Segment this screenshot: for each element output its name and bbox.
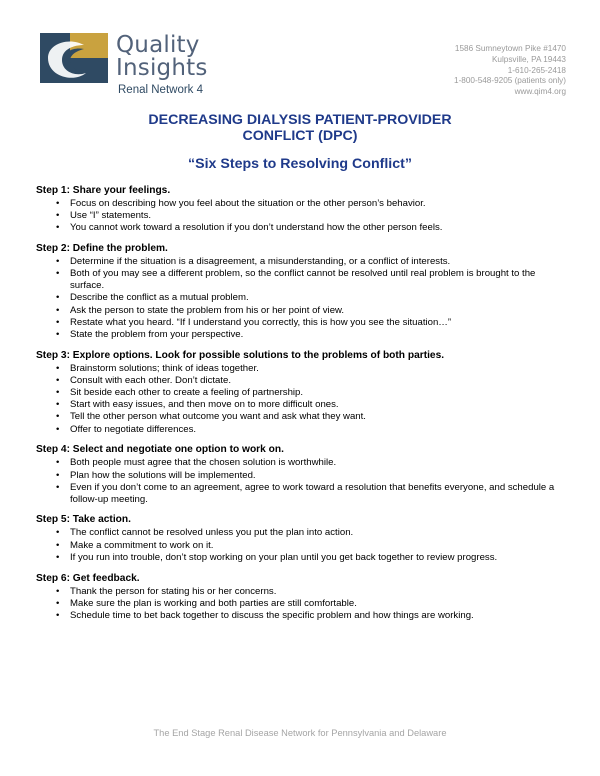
bullet-dot-icon: • [56,527,60,539]
step-section [36,349,566,436]
bullet-list [36,256,566,341]
bullet-dot-icon: • [56,198,60,209]
step-heading: Step 2: Define the problem. [36,243,168,255]
bullet-text: Make sure the plan is working and both parties are still comfortable. [70,597,357,609]
address-website: www.qim4.org [514,87,566,97]
step-section [36,572,566,622]
bullet-text: Both of you may see a different problem, so the conflict cannot be resolved until real problem is brought to the surface. [70,268,536,292]
bullet-dot-icon: • [56,457,60,469]
bullet-dot-icon: • [56,256,60,268]
bullet-item [36,222,566,234]
address-city: Kulpsville, PA 19443 [491,54,566,64]
bullet-item [36,305,566,317]
bullet-dot-icon: • [56,423,60,435]
bullet-dot-icon: • [56,292,60,304]
bullet-dot-icon: • [56,374,60,386]
bullet-text: State the problem from your perspective. [70,328,244,340]
page-title-line1: DECREASING DIALYSIS PATIENT-PROVIDER [148,112,452,128]
bullet-dot-icon: • [56,609,60,621]
bullet-item [36,411,566,423]
bullet-text: Restate what you heard. “If I understand you correctly, this is how you see the situation…” [70,316,452,328]
step-heading: Step 5: Take action. [36,514,131,526]
bullet-text: The conflict cannot be resolved unless you put the plan into action. [70,527,354,539]
brand-name-line2: Insights [116,55,208,81]
bullet-item [36,363,566,375]
bullet-item [36,457,566,469]
bullet-text: Thank the person for stating his or her concerns. [70,585,277,597]
step-heading: Step 6: Get feedback. [36,572,140,584]
step-heading: Step 3: Explore options. Look for possible solutions to the problems of both parties. [36,349,445,361]
bullet-text: If you run into trouble, don’t stop working on your plan until you get back together to review progress. [70,551,498,563]
bullet-dot-icon: • [56,585,60,597]
page-footer: The End Stage Renal Disease Network for Pennsylvania and Delaware [153,728,447,738]
steps-content [36,184,566,630]
bullet-dot-icon: • [56,597,60,609]
bullet-list [36,198,566,234]
bullet-item [36,470,566,482]
bullet-item [36,540,566,552]
step-section [36,513,566,563]
bullet-item [36,552,566,564]
bullet-item [36,387,566,399]
page-subtitle: “Six Steps to Resolving Conflict” [188,156,412,172]
bullet-dot-icon: • [56,481,60,493]
bullet-dot-icon: • [56,316,60,328]
bullet-list [36,527,566,563]
bullet-item [36,375,566,387]
bullet-list [36,457,566,505]
bullet-dot-icon: • [56,210,60,222]
bullet-item [36,399,566,411]
bullet-text: Determine if the situation is a disagreement, a misunderstanding, or a conflict of interests. [70,256,451,268]
bullet-item [36,610,566,622]
bullet-item [36,317,566,329]
bullet-dot-icon: • [56,551,60,563]
bullet-item [36,586,566,598]
bullet-text: You cannot work toward a resolution if you don’t understand how the other person feels. [70,222,443,234]
bullet-item [36,527,566,539]
bullet-item [36,292,566,304]
bullet-text: Even if you don’t come to an agreement, agree to work toward a resolution that benefits everyone, and schedule a follow-up meeting. [70,481,555,505]
bullet-text: Sit beside each other to create a feeling of partnership. [70,387,304,399]
bullet-text: Offer to negotiate differences. [70,423,197,435]
bullet-item [36,268,566,292]
quality-insights-logo [40,33,240,103]
bullet-dot-icon: • [56,222,60,234]
bullet-dot-icon: • [56,469,60,481]
bullet-text: Use “I” statements. [70,210,152,222]
bullet-dot-icon: • [56,268,60,280]
bullet-text: Brainstorm solutions; think of ideas together. [70,362,259,374]
bullet-item [36,256,566,268]
bullet-text: Consult with each other. Don’t dictate. [70,374,232,386]
bullet-text: Both people must agree that the chosen solution is worthwhile. [70,457,337,469]
step-heading: Step 4: Select and negotiate one option to work on. [36,444,284,456]
brand-name-line1: Quality [116,32,200,58]
bullet-item [36,598,566,610]
logo-mark-icon [40,33,108,83]
bullet-text: Tell the other person what outcome you want and ask what they want. [70,411,366,423]
bullet-item [36,329,566,341]
bullet-text: Start with easy issues, and then move on to more difficult ones. [70,399,339,411]
bullet-dot-icon: • [56,411,60,423]
bullet-item [36,482,566,506]
bullet-dot-icon: • [56,328,60,340]
bullet-dot-icon: • [56,539,60,551]
bullet-dot-icon: • [56,304,60,316]
address-block [346,44,566,98]
bullet-dot-icon: • [56,362,60,374]
step-section [36,184,566,234]
page-title-line2: CONFLICT (DPC) [242,128,358,144]
bullet-text: Describe the conflict as a mutual problem. [70,292,249,304]
step-heading: Step 1: Share your feelings. [36,185,171,196]
bullet-item [36,210,566,222]
bullet-item [36,198,566,210]
address-patient-phone: 1-800-548-9205 (patients only) [454,76,566,86]
bullet-text: Focus on describing how you feel about the situation or the other person’s behavior. [70,198,426,209]
bullet-text: Schedule time to bet back together to discuss the specific problem and how things are working. [70,609,474,621]
bullet-item [36,424,566,436]
bullet-text: Make a commitment to work on it. [70,539,214,551]
brand-subtitle: Renal Network 4 [118,84,204,96]
address-phone: 1-610-265-2418 [507,65,566,75]
bullet-dot-icon: • [56,387,60,399]
bullet-dot-icon: • [56,399,60,411]
bullet-list [36,586,566,622]
bullet-list [36,363,566,436]
bullet-text: Plan how the solutions will be implemented. [70,469,256,481]
step-section [36,242,566,341]
address-street: 1586 Sumneytown Pike #1470 [454,44,566,53]
bullet-text: Ask the person to state the problem from his or her point of view. [70,304,345,316]
step-section [36,443,566,505]
